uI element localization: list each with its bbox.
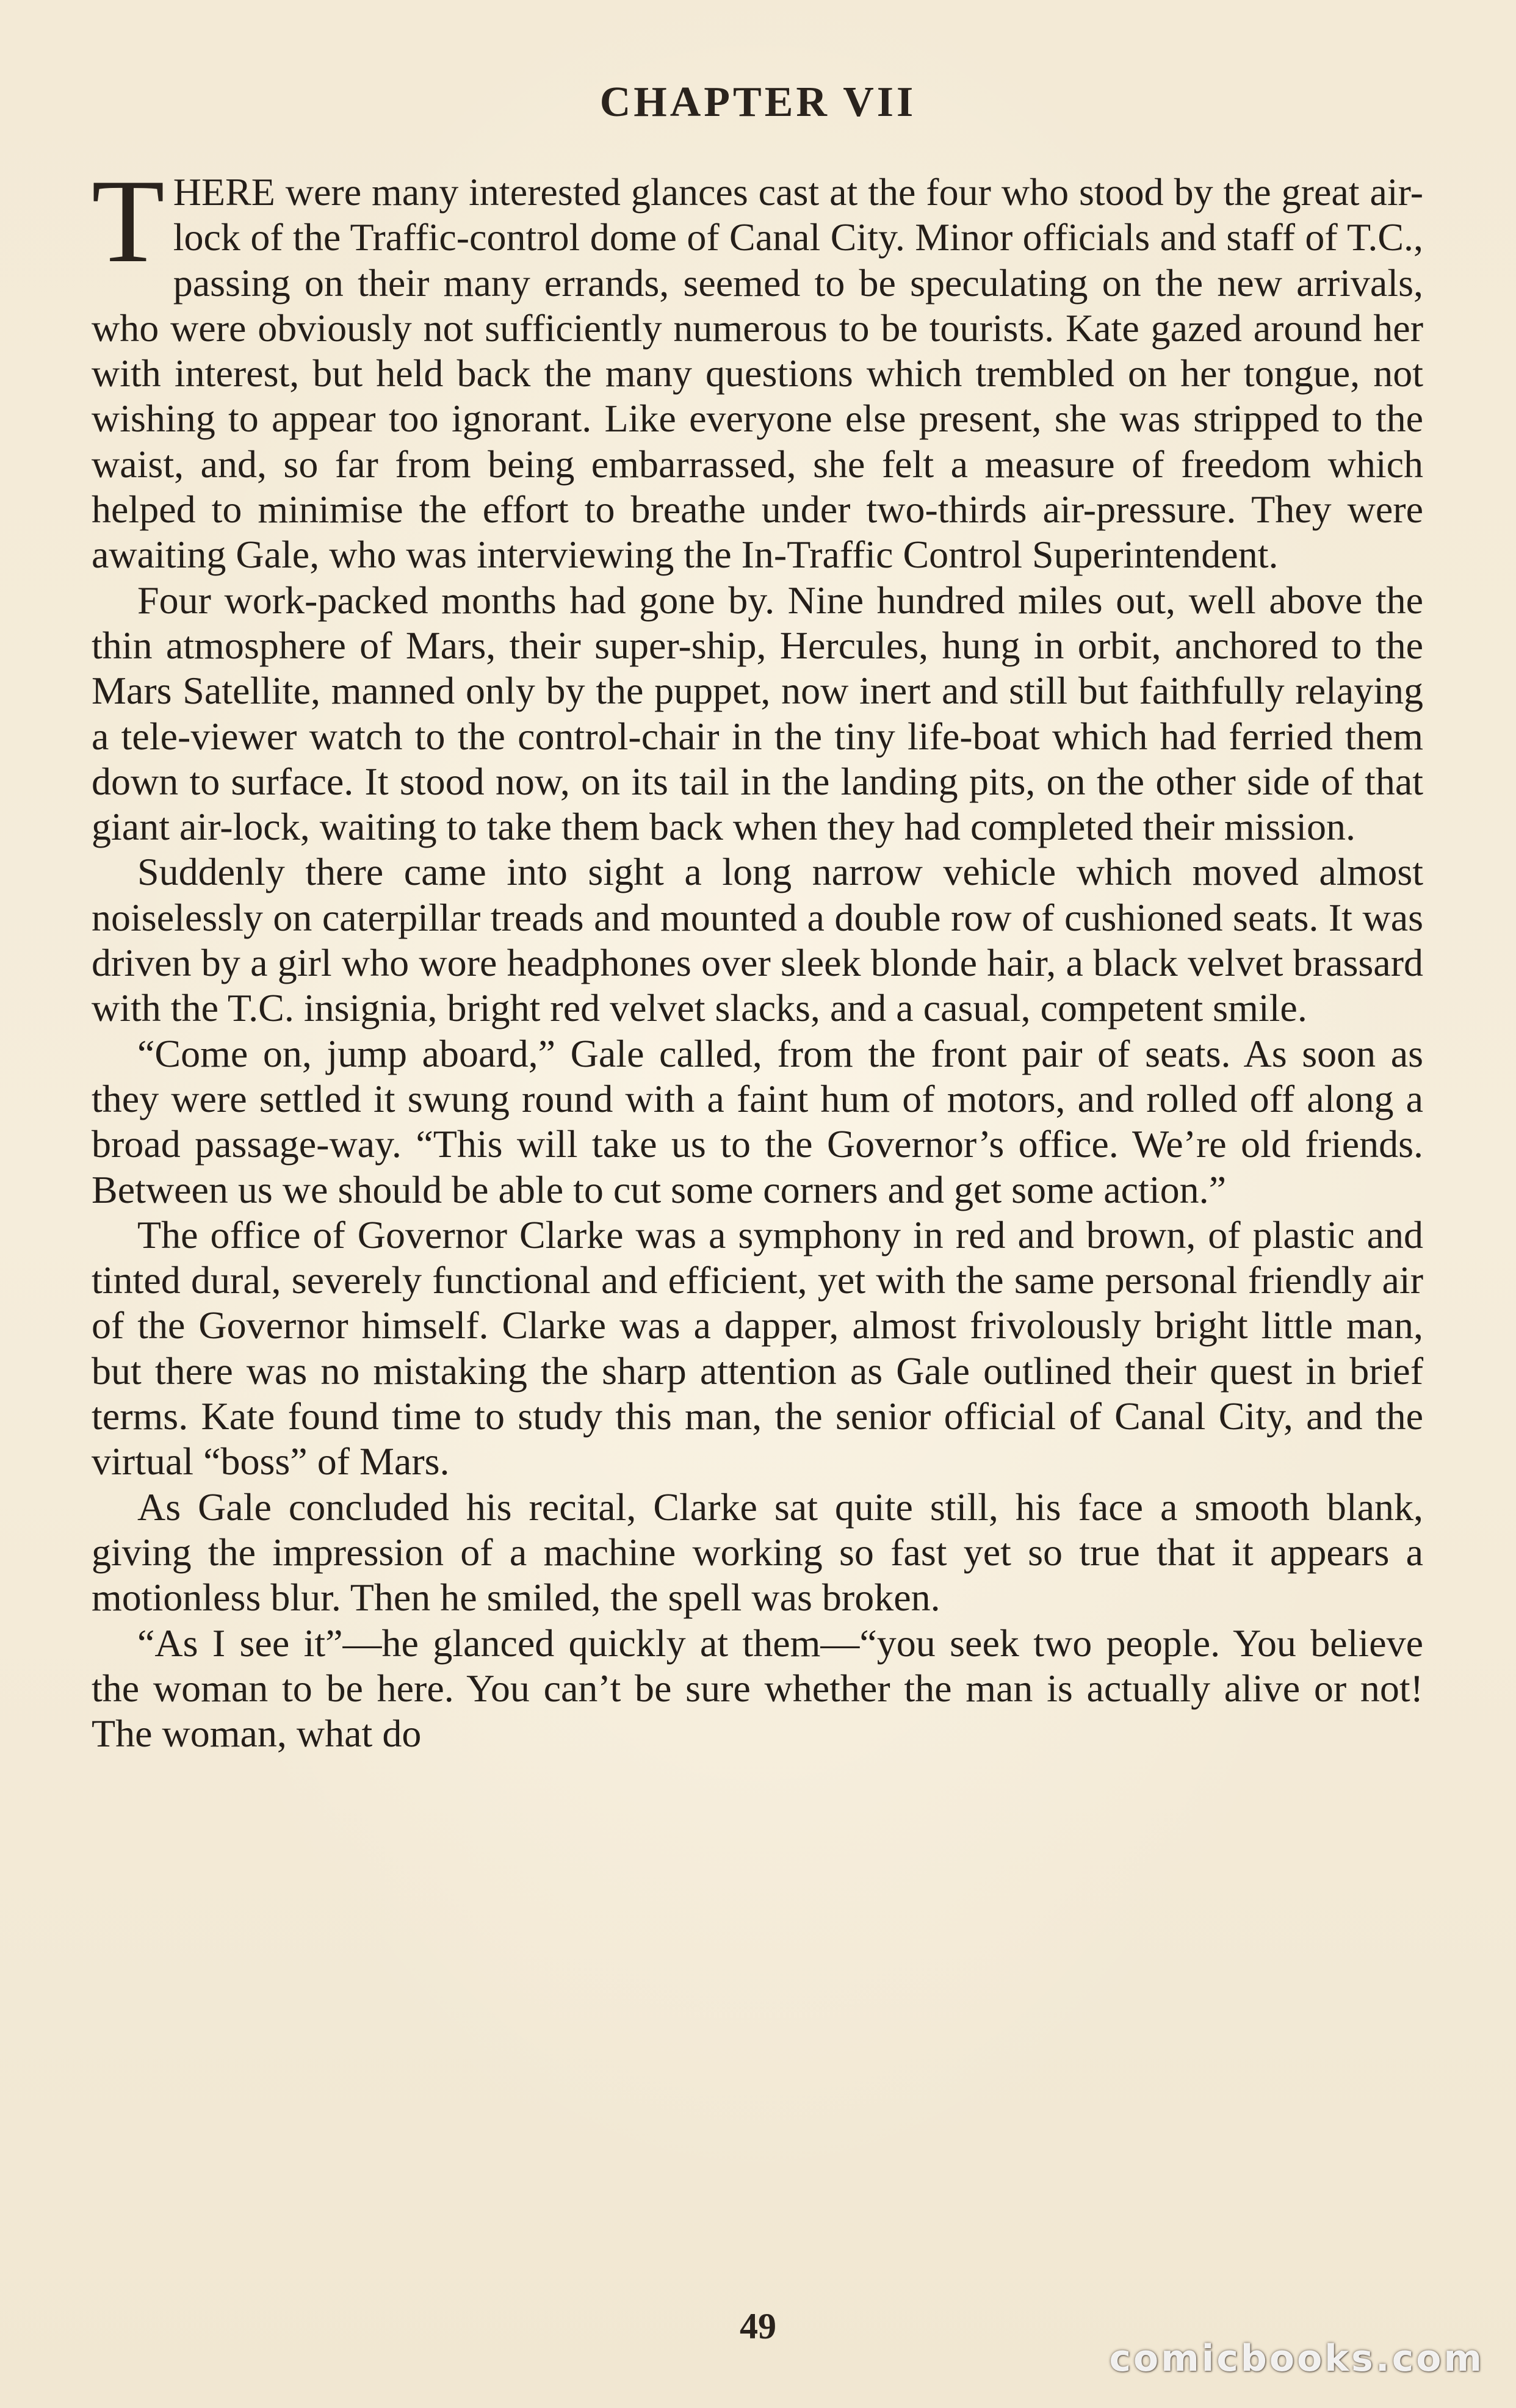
paragraph-1 <box>92 155 1423 578</box>
body-text <box>92 155 1423 1756</box>
paragraph-5: The office of Governor Clarke was a symphony in red and brown, of plastic and tinted dural, severely functional and efficient, yet with the same personal friendly air of the Governor himself. Clarke was a dapper, almost frivolously bright little man, but there was no mistaking the sharp attention as Gale outlined their quest in brief terms. Kate found time to study this man, the senior official of Canal City, and the virtual “boss” of Mars. <box>92 1213 1423 1483</box>
paragraph-1-text: HERE were many interested glances cast at the four who stood by the great air-lock of the Traffic-control dome of Canal City. Minor officials and staff of T.C., passing on their many errands, seemed to be speculating on the new arrivals, who were obviously not sufficiently numerous to be tourists. Kate gazed around her with interest, but held back the many questions which trembled on her tongue, not wishing to appear too ignorant. Like everyone else present, she was stripped to the waist, and, so far from being embarrassed, she felt a measure of freedom which helped to minimise the effort to breathe under two-thirds air-pressure. They were awaiting Gale, who was interviewing the In-Traffic Control Superintendent. <box>92 170 1423 577</box>
watermark: comicbooks.com <box>1109 2337 1484 2380</box>
paragraph-7: “As I see it”—he glanced quickly at them—“you seek two people. You believe the woman to be here. You can’t be sure whether the man is actually alive or not! The woman, what do <box>92 1621 1423 1756</box>
drop-cap: T <box>92 155 165 287</box>
paragraph-6: As Gale concluded his recital, Clarke sat quite still, his face a smooth blank, giving the impression of a machine working so fast yet so true that it appears a motionless blur. Then he smiled, the spell was broken. <box>92 1485 1423 1620</box>
chapter-title: CHAPTER VII <box>599 79 917 126</box>
page-number: 49 <box>740 2306 776 2346</box>
paragraph-4: “Come on, jump aboard,” Gale called, from the front pair of seats. As soon as they were settled it swung round with a faint hum of motors, and rolled off along a broad passage-way. “This will take us to the Governor’s office. We’re old friends. Between us we should be able to cut some corners and get some action.” <box>92 1031 1423 1211</box>
paragraph-2: Four work-packed months had gone by. Nine hundred miles out, well above the thin atmosphere of Mars, their super-ship, Hercules, hung in orbit, anchored to the Mars Satellite, manned only by the puppet, now inert and still but faithfully relaying a tele-viewer watch to the control-chair in the tiny life-boat which had ferried them down to surface. It stood now, on its tail in the landing pits, on the other side of that giant air-lock, waiting to take them back when they had completed their mission. <box>92 578 1423 849</box>
paragraph-3: Suddenly there came into sight a long narrow vehicle which moved almost noiselessly on caterpillar treads and mounted a double row of cushioned seats. It was driven by a girl who wore headphones over sleek blonde hair, a black velvet brassard with the T.C. insignia, bright red velvet slacks, and a casual, competent smile. <box>92 850 1423 1030</box>
